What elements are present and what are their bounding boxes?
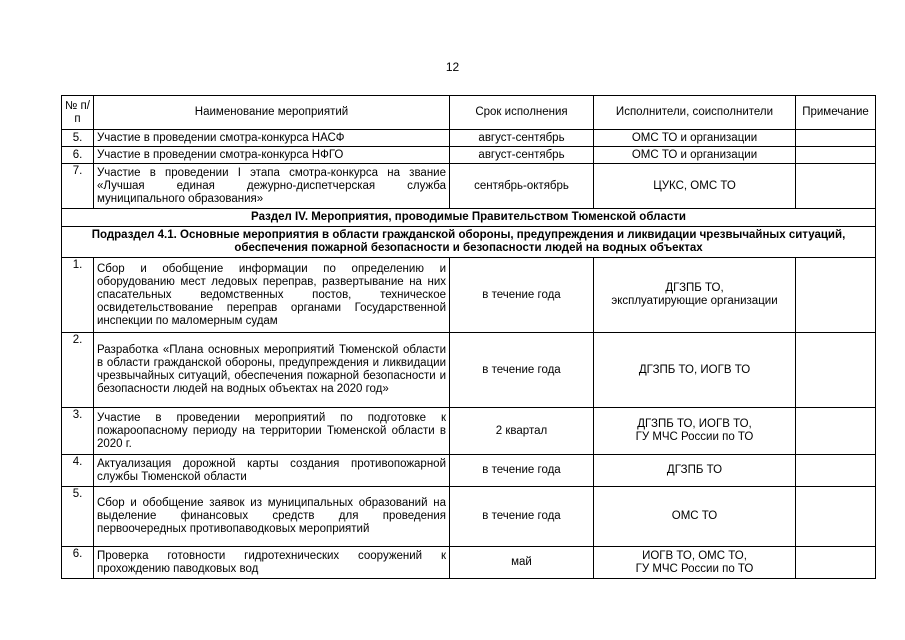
row-num: 6.	[62, 547, 94, 579]
row-executors: ЦУКС, ОМС ТО	[594, 164, 796, 209]
row-note	[796, 164, 876, 209]
table-row	[62, 333, 876, 408]
row-name: Участие в проведении I этапа смотра-конкурса на звание «Лучшая единая дежурно-диспетчерская служба муниципального образования»	[94, 164, 450, 209]
executors-line: ГУ МЧС России по ТО	[635, 431, 754, 443]
row-num: 7.	[62, 164, 94, 209]
subsection-title: Подраздел 4.1. Основные мероприятия в области гражданской обороны, предупреждения и ликвидации чрезвычайных ситуаций, обеспечения пожарной безопасности и безопасности людей на водных объектах	[62, 227, 876, 258]
row-term: май	[450, 547, 594, 579]
executors-line: ДГЗПБ ТО, ИОГВ ТО,	[637, 418, 752, 430]
header-num: № п/п	[62, 96, 94, 130]
row-note	[796, 147, 876, 164]
row-note	[796, 455, 876, 487]
row-note	[796, 487, 876, 547]
row-num: 5.	[62, 130, 94, 147]
row-name: Участие в проведении мероприятий по подготовке к пожароопасному периоду на территории Тюменской области в 2020 г.	[94, 408, 450, 455]
row-executors	[594, 258, 796, 333]
row-note	[796, 408, 876, 455]
row-term: 2 квартал	[450, 408, 594, 455]
row-executors	[594, 547, 796, 579]
row-term: в течение года	[450, 455, 594, 487]
executors-line: ГУ МЧС России по ТО	[635, 562, 754, 575]
row-executors	[594, 487, 796, 547]
row-name: Проверка готовности гидротехнических сооружений к прохождению паводковых вод	[94, 547, 450, 579]
row-executors	[594, 408, 796, 455]
row-term: в течение года	[450, 487, 594, 547]
row-note	[796, 130, 876, 147]
row-name: Сбор и обобщение заявок из муниципальных образований на выделение финансовых средств для проведения первоочередных противопаводковых мероприятий	[94, 487, 450, 547]
executors-line: ОМС ТО	[671, 510, 718, 522]
row-num: 1.	[62, 258, 94, 333]
page-number: 12	[445, 60, 460, 74]
table-row	[62, 408, 876, 455]
table-row	[62, 258, 876, 333]
row-term: август-сентябрь	[450, 147, 594, 164]
row-num: 5.	[62, 487, 94, 547]
events-table	[61, 95, 876, 579]
row-term: в течение года	[450, 258, 594, 333]
table-row	[62, 547, 876, 579]
section-row	[62, 209, 876, 227]
header-term: Срок исполнения	[450, 96, 594, 130]
row-note	[796, 333, 876, 408]
row-name: Участие в проведении смотра-конкурса НФГО	[94, 147, 450, 164]
header-name: Наименование мероприятий	[94, 96, 450, 130]
row-num: 2.	[62, 333, 94, 408]
subsection-row	[62, 227, 876, 258]
row-num: 4.	[62, 455, 94, 487]
row-executors	[594, 333, 796, 408]
executors-line: ИОГВ ТО, ОМС ТО,	[642, 549, 747, 562]
row-name: Сбор и обобщение информации по определению и оборудованию мест ледовых переправ, развертывание на них спасательных ведомственных постов, техническое освидетельствование переправ органами Государственной инспекции по маломерным судам	[94, 258, 450, 333]
row-num: 6.	[62, 147, 94, 164]
executors-line: ДГЗПБ ТО,	[665, 282, 724, 294]
executors-line: эксплуатирующие организации	[611, 295, 778, 307]
row-name: Разработка «Плана основных мероприятий Тюменской области в области гражданской обороны, предупреждения и ликвидации чрезвычайных ситуаций, обеспечения пожарной безопасности и безопасности людей на водных объектах на 2020 год»	[94, 333, 450, 408]
row-name: Участие в проведении смотра-конкурса НАСФ	[94, 130, 450, 147]
row-num: 3.	[62, 408, 94, 455]
table-row	[62, 147, 876, 164]
section-title: Раздел IV. Мероприятия, проводимые Правительством Тюменской области	[62, 209, 876, 227]
header-note: Примечание	[796, 96, 876, 130]
row-term: август-сентябрь	[450, 130, 594, 147]
table-row	[62, 487, 876, 547]
row-term: сентябрь-октябрь	[450, 164, 594, 209]
row-note	[796, 547, 876, 579]
executors-line: ДГЗПБ ТО, ИОГВ ТО	[638, 363, 751, 376]
table-row	[62, 455, 876, 487]
row-executors: ОМС ТО и организации	[594, 147, 796, 164]
header-executors: Исполнители, соисполнители	[594, 96, 796, 130]
row-executors: ОМС ТО и организации	[594, 130, 796, 147]
table-row	[62, 164, 876, 209]
row-note	[796, 258, 876, 333]
row-executors	[594, 455, 796, 487]
executors-line: ДГЗПБ ТО	[666, 464, 723, 476]
table-row	[62, 130, 876, 147]
row-name: Актуализация дорожной карты создания противопожарной службы Тюменской области	[94, 455, 450, 487]
row-term: в течение года	[450, 333, 594, 408]
table-header-row	[62, 96, 876, 130]
